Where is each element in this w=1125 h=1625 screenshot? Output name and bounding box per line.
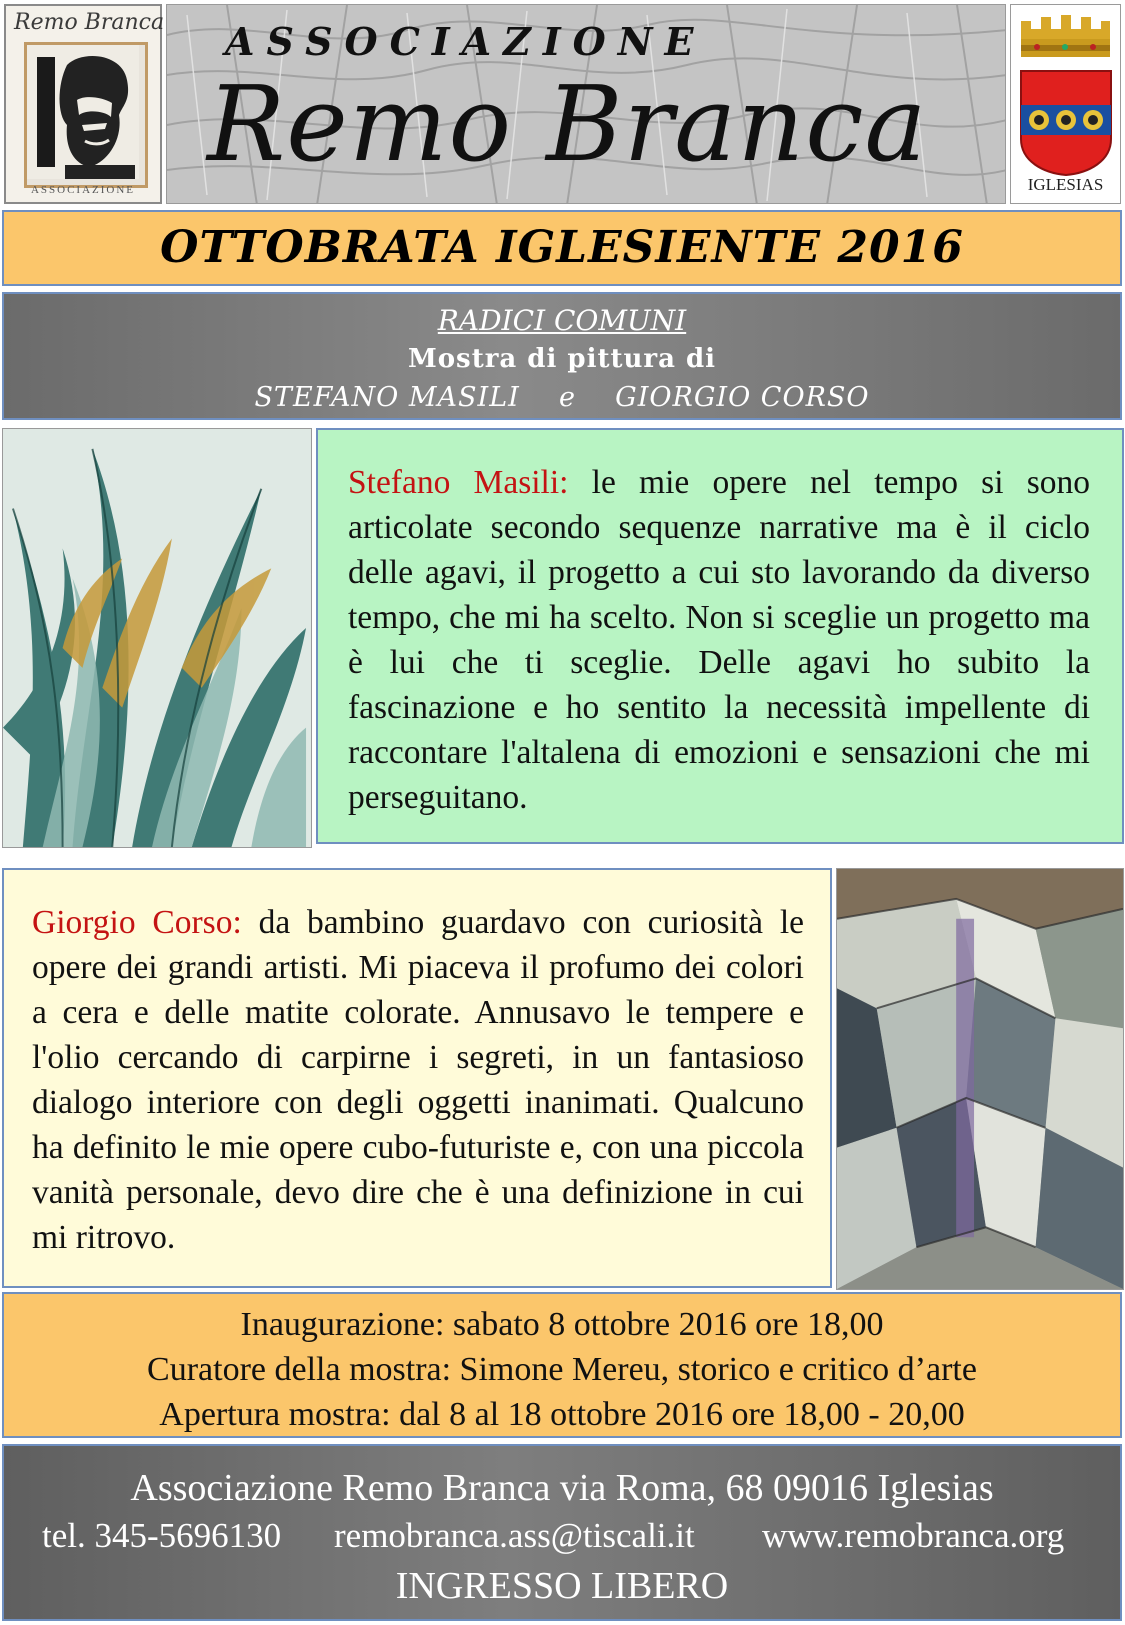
portrait-woodcut-image [24,42,148,188]
masili-statement-box [316,428,1124,844]
logo-subtitle-text: ASSOCIAZIONE [30,184,136,196]
crown-icon [1017,11,1114,61]
banner-name-text: Remo Branca [207,63,928,185]
corso-text: da bambino guardavo con curiosità le opere dei grandi artisti. Mi piaceva il profumo dei colori a cera e delle matite colorate. Annusavo le tempere e l'olio cercando di carpirne i segreti, in un fantasioso dialogo interiore con degli oggetti inanimati. Qualcuno ha definito le mie opere cubo-futuriste e, con una piccola vanità personale, devo dire che è una definizione in cui mi ritrovo. [32,904,804,1256]
exhibition-description: Mostra di pittura di [407,344,717,374]
masili-statement [348,460,1090,820]
contact-footer [2,1444,1122,1621]
inauguration-line: Inaugurazione: sabato 8 ottobre 2016 ore 18,00 [240,1306,884,1343]
iglesias-crest [1010,4,1121,204]
corso-statement-box [2,868,832,1288]
cubo-futurist-painting-image [836,868,1124,1290]
exhibition-info-box [2,1292,1122,1438]
title-bar [2,210,1122,286]
banner-association-text: ASSOCIAZIONE [225,19,706,64]
event-title: OTTOBRATA IGLESIENTE 2016 [160,222,964,273]
masili-text: le mie opere nel tempo si sono articolate secondo sequenze narrative ma è il ciclo delle agavi, il progetto a cui sto lavorando da diverso tempo, che mi ha scelto. Non si sceglie un progetto ma è lui che ti sceglie. Delle agavi ho subito la fascinazione e ho sentito la necessità impellente di raccontare l'altalena di emozioni e sensazioni che mi perseguitano. [348,464,1090,816]
association-banner [166,4,1006,204]
corso-statement [32,900,804,1260]
artist-2-name: GIORGIO CORSO [615,382,870,413]
exhibition-name: RADICI COMUNI [437,304,687,337]
phone-number[interactable]: tel. 345-5696130 [42,1516,282,1555]
masili-name: Stefano Masili: [348,464,569,501]
address-line: Associazione Remo Branca via Roma, 68 09016 Iglesias [130,1467,994,1509]
corso-name: Giorgio Corso: [32,904,242,941]
curator-line: Curatore della mostra: Simone Mereu, storico e critico d’arte [147,1351,977,1388]
agave-painting-image [2,428,312,848]
logo-script-text: Remo Branca [14,10,165,35]
exhibition-subtitle-bar [2,292,1122,420]
email-link[interactable]: remobranca.ass@tiscali.it [334,1516,695,1555]
free-entry-notice: INGRESSO LIBERO [395,1565,729,1607]
artists-conjunction: e [558,382,576,413]
artist-1-name: STEFANO MASILI [254,382,520,413]
shield-icon [1019,69,1113,177]
opening-hours-line: Apertura mostra: dal 8 al 18 ottobre 2016 ore 18,00 - 20,00 [159,1396,965,1433]
association-logo [4,4,165,204]
artists-line [4,382,1120,413]
website-link[interactable]: www.remobranca.org [762,1516,1065,1555]
crest-label: IGLESIAS [1027,175,1104,194]
